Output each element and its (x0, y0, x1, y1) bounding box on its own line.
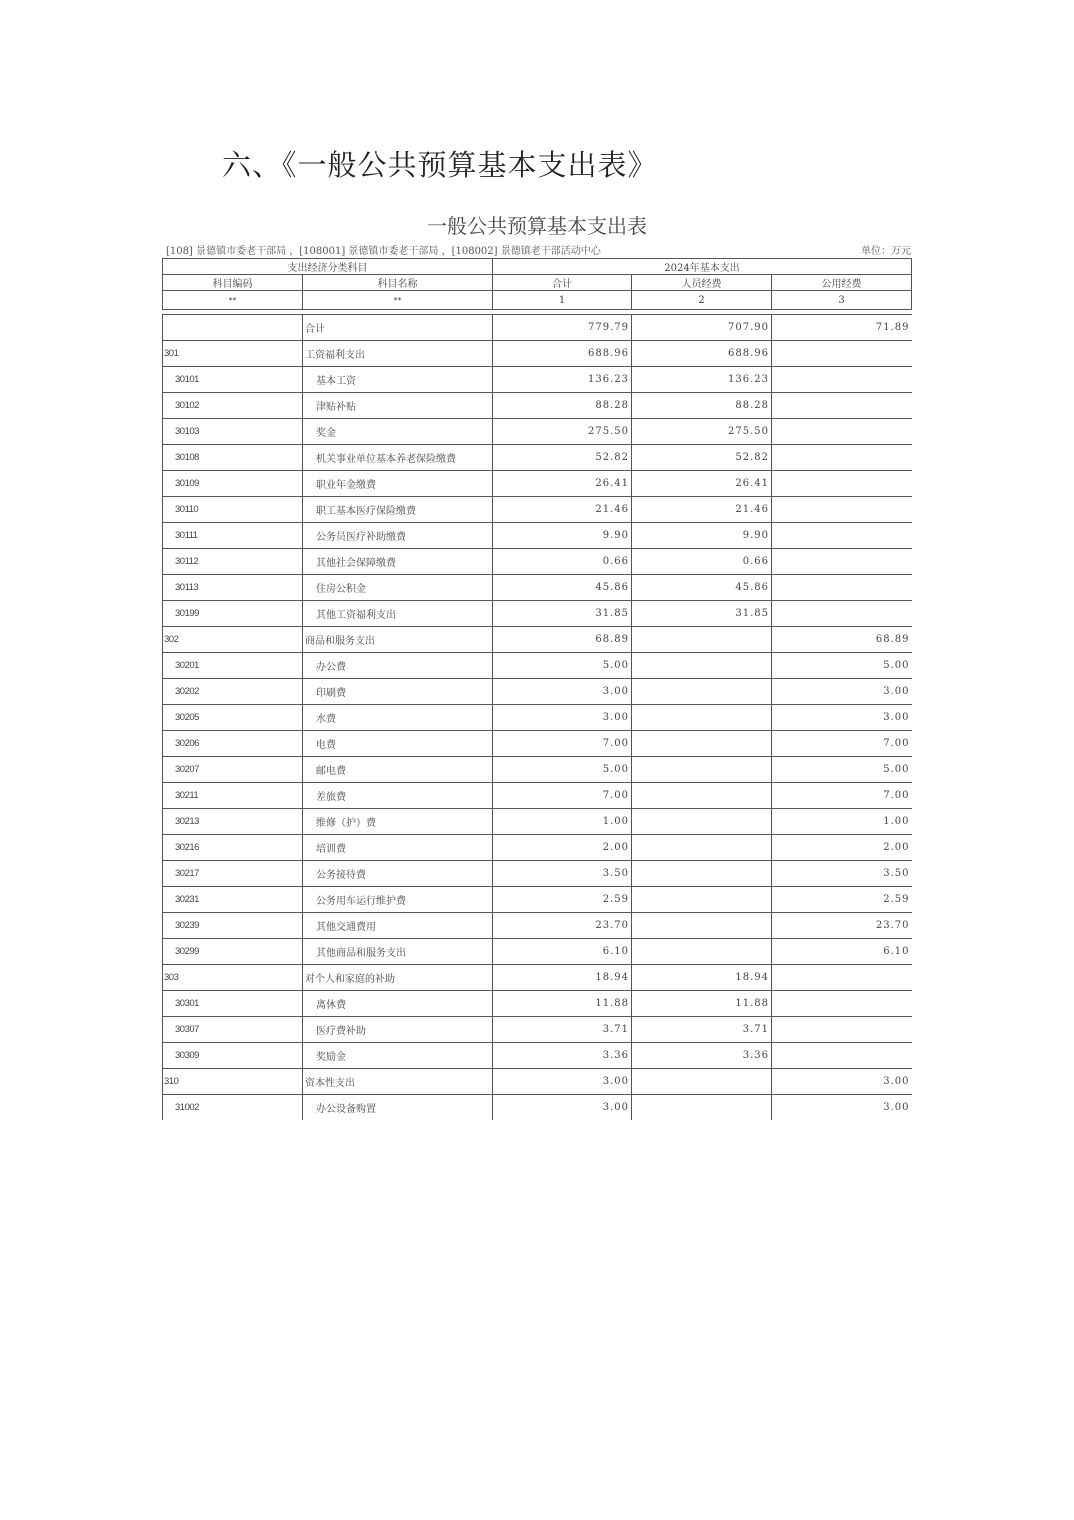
row-personnel-cell: 11.88 (632, 991, 772, 1017)
row-personnel-cell (632, 861, 772, 887)
table-row (163, 523, 912, 549)
row-name-cell: 对个人和家庭的补助 (303, 965, 493, 991)
row-public-cell (772, 341, 912, 367)
row-code-cell: 30231 (163, 887, 303, 913)
row-personnel-cell (632, 1095, 772, 1121)
row-code-cell: 30213 (163, 809, 303, 835)
row-total-cell: 88.28 (493, 393, 632, 419)
row-name-cell: 商品和服务支出 (303, 627, 493, 653)
row-total-cell: 5.00 (493, 757, 632, 783)
table-row (163, 1043, 912, 1069)
row-personnel-cell: 707.90 (632, 315, 772, 341)
row-code-cell: 30108 (163, 445, 303, 471)
row-name-cell: 其他交通费用 (303, 913, 493, 939)
row-personnel-cell: 52.82 (632, 445, 772, 471)
row-personnel-cell: 0.66 (632, 549, 772, 575)
row-public-cell: 2.59 (772, 887, 912, 913)
row-name-cell: 职工基本医疗保险缴费 (303, 497, 493, 523)
row-total-cell: 3.71 (493, 1017, 632, 1043)
table-row (163, 861, 912, 887)
row-public-cell: 3.00 (772, 705, 912, 731)
table-row (163, 627, 912, 653)
row-name-cell: 奖金 (303, 419, 493, 445)
row-code-cell: 30101 (163, 367, 303, 393)
column-marker-code: ** (163, 291, 303, 310)
unit-label: 单位：万元 (861, 246, 911, 257)
column-marker-personnel: 2 (632, 291, 772, 310)
row-personnel-cell: 26.41 (632, 471, 772, 497)
budget-table (162, 258, 912, 1120)
header-group-classification: 支出经济分类科目 (163, 259, 493, 275)
row-personnel-cell: 136.23 (632, 367, 772, 393)
row-total-cell: 275.50 (493, 419, 632, 445)
row-personnel-cell (632, 679, 772, 705)
row-personnel-cell (632, 1069, 772, 1095)
table-row (163, 575, 912, 601)
table-row (163, 601, 912, 627)
row-code-cell: 30205 (163, 705, 303, 731)
row-personnel-cell (632, 913, 772, 939)
row-total-cell: 3.00 (493, 679, 632, 705)
row-name-cell: 其他社会保障缴费 (303, 549, 493, 575)
row-public-cell: 1.00 (772, 809, 912, 835)
row-name-cell: 邮电费 (303, 757, 493, 783)
row-code-cell: 30202 (163, 679, 303, 705)
row-code-cell: 30309 (163, 1043, 303, 1069)
row-name-cell: 工资福利支出 (303, 341, 493, 367)
row-personnel-cell (632, 627, 772, 653)
column-marker-name: ** (303, 291, 493, 310)
column-header-code: 科目编码 (163, 275, 303, 291)
row-total-cell: 3.36 (493, 1043, 632, 1069)
row-total-cell: 7.00 (493, 783, 632, 809)
row-code-cell: 310 (163, 1069, 303, 1095)
row-total-cell: 11.88 (493, 991, 632, 1017)
row-total-cell: 0.66 (493, 549, 632, 575)
column-header-name: 科目名称 (303, 275, 493, 291)
table-row (163, 835, 912, 861)
row-total-cell: 3.50 (493, 861, 632, 887)
row-code-cell: 30201 (163, 653, 303, 679)
table-row (163, 965, 912, 991)
row-public-cell: 68.89 (772, 627, 912, 653)
row-name-cell: 其他商品和服务支出 (303, 939, 493, 965)
row-personnel-cell (632, 835, 772, 861)
row-personnel-cell: 31.85 (632, 601, 772, 627)
row-public-cell (772, 549, 912, 575)
row-total-cell: 136.23 (493, 367, 632, 393)
row-total-cell: 26.41 (493, 471, 632, 497)
row-code-cell: 30216 (163, 835, 303, 861)
row-total-cell: 31.85 (493, 601, 632, 627)
row-name-cell: 办公设备购置 (303, 1095, 493, 1121)
row-total-cell: 9.90 (493, 523, 632, 549)
table-row (163, 419, 912, 445)
table-row (163, 471, 912, 497)
table-row (163, 783, 912, 809)
row-name-cell: 公务接待费 (303, 861, 493, 887)
row-total-cell: 52.82 (493, 445, 632, 471)
header-group-basic-expenditure: 2024年基本支出 (493, 259, 912, 275)
row-public-cell (772, 1017, 912, 1043)
table-row (163, 341, 912, 367)
row-public-cell (772, 367, 912, 393)
table-row (163, 1069, 912, 1095)
row-total-cell: 2.59 (493, 887, 632, 913)
row-personnel-cell: 21.46 (632, 497, 772, 523)
row-public-cell (772, 445, 912, 471)
row-personnel-cell: 18.94 (632, 965, 772, 991)
row-name-cell: 奖励金 (303, 1043, 493, 1069)
row-code-cell: 30217 (163, 861, 303, 887)
row-name-cell: 其他工资福利支出 (303, 601, 493, 627)
row-public-cell (772, 1043, 912, 1069)
column-marker-public: 3 (772, 291, 912, 310)
row-name-cell: 资本性支出 (303, 1069, 493, 1095)
row-total-cell: 21.46 (493, 497, 632, 523)
row-code-cell: 30206 (163, 731, 303, 757)
row-name-cell: 离休费 (303, 991, 493, 1017)
row-personnel-cell (632, 887, 772, 913)
row-name-cell: 培训费 (303, 835, 493, 861)
row-code-cell: 30299 (163, 939, 303, 965)
row-public-cell (772, 497, 912, 523)
table-row (163, 679, 912, 705)
row-name-cell: 合计 (303, 315, 493, 341)
column-header-personnel: 人员经费 (632, 275, 772, 291)
section-heading: 六、《一般公共预算基本支出表》 (222, 148, 658, 182)
table-row (163, 367, 912, 393)
row-name-cell: 住房公积金 (303, 575, 493, 601)
row-code-cell (163, 315, 303, 341)
row-name-cell: 基本工资 (303, 367, 493, 393)
row-public-cell: 6.10 (772, 939, 912, 965)
table-row (163, 887, 912, 913)
department-list: [108] 景德镇市委老干部局 ，[108001] 景德镇市委老干部局 ，[108002] 景德镇老干部活动中心 (166, 246, 601, 257)
column-marker-total: 1 (493, 291, 632, 310)
table-row (163, 731, 912, 757)
row-public-cell: 71.89 (772, 315, 912, 341)
row-name-cell: 医疗费补助 (303, 1017, 493, 1043)
row-personnel-cell (632, 731, 772, 757)
row-personnel-cell (632, 809, 772, 835)
table-title: 一般公共预算基本支出表 (427, 214, 647, 238)
row-name-cell: 公务用车运行维护费 (303, 887, 493, 913)
row-code-cell: 30109 (163, 471, 303, 497)
column-header-total: 合计 (493, 275, 632, 291)
row-total-cell: 45.86 (493, 575, 632, 601)
row-total-cell: 3.00 (493, 705, 632, 731)
table-row (163, 549, 912, 575)
row-personnel-cell (632, 783, 772, 809)
row-public-cell (772, 523, 912, 549)
row-personnel-cell: 3.71 (632, 1017, 772, 1043)
row-personnel-cell: 275.50 (632, 419, 772, 445)
row-public-cell: 3.50 (772, 861, 912, 887)
row-name-cell: 差旅费 (303, 783, 493, 809)
row-code-cell: 301 (163, 341, 303, 367)
row-code-cell: 30211 (163, 783, 303, 809)
row-personnel-cell (632, 653, 772, 679)
table-row (163, 497, 912, 523)
row-total-cell: 3.00 (493, 1095, 632, 1121)
table-row (163, 1095, 912, 1121)
table-row (163, 1017, 912, 1043)
row-public-cell: 5.00 (772, 653, 912, 679)
table-row (163, 705, 912, 731)
row-code-cell: 30112 (163, 549, 303, 575)
row-total-cell: 7.00 (493, 731, 632, 757)
row-code-cell: 30199 (163, 601, 303, 627)
row-name-cell: 机关事业单位基本养老保险缴费 (303, 445, 493, 471)
row-public-cell: 3.00 (883, 1102, 910, 1113)
row-personnel-cell (632, 757, 772, 783)
table-row (163, 991, 912, 1017)
row-personnel-cell (632, 939, 772, 965)
row-public-cell: 23.70 (772, 913, 912, 939)
row-code-cell: 30113 (163, 575, 303, 601)
table-row (163, 393, 912, 419)
table-row (163, 809, 912, 835)
row-name-cell: 印刷费 (303, 679, 493, 705)
row-code-cell: 30207 (163, 757, 303, 783)
row-name-cell: 水费 (303, 705, 493, 731)
table-row (163, 939, 912, 965)
row-public-cell: 3.00 (772, 679, 912, 705)
row-public-cell (772, 393, 912, 419)
row-total-cell: 5.00 (493, 653, 632, 679)
row-public-cell: 5.00 (772, 757, 912, 783)
row-code-cell: 30110 (163, 497, 303, 523)
row-personnel-cell: 688.96 (632, 341, 772, 367)
row-name-cell: 办公费 (303, 653, 493, 679)
table-row (163, 913, 912, 939)
row-public-cell: 2.00 (772, 835, 912, 861)
row-public-cell (772, 471, 912, 497)
row-code-cell: 30301 (163, 991, 303, 1017)
row-total-cell: 23.70 (493, 913, 632, 939)
row-code-cell: 303 (163, 965, 303, 991)
table-row (163, 757, 912, 783)
row-public-cell: 7.00 (772, 783, 912, 809)
row-total-cell: 688.96 (493, 341, 632, 367)
row-total-cell: 18.94 (493, 965, 632, 991)
row-total-cell: 1.00 (493, 809, 632, 835)
table-row (163, 445, 912, 471)
table-row (163, 315, 912, 341)
row-personnel-cell: 3.36 (632, 1043, 772, 1069)
table-body (163, 315, 912, 1121)
row-personnel-cell: 45.86 (632, 575, 772, 601)
row-code-cell: 302 (163, 627, 303, 653)
row-code-cell: 31002 (163, 1095, 303, 1121)
row-total-cell: 2.00 (493, 835, 632, 861)
row-public-cell (772, 991, 912, 1017)
row-name-cell: 职业年金缴费 (303, 471, 493, 497)
row-public-cell (772, 575, 912, 601)
row-public-cell: 7.00 (772, 731, 912, 757)
row-total-cell: 779.79 (493, 315, 632, 341)
row-code-cell: 30307 (163, 1017, 303, 1043)
row-public-cell (772, 601, 912, 627)
row-code-cell: 30111 (163, 523, 303, 549)
row-code-cell: 30102 (163, 393, 303, 419)
row-code-cell: 30103 (163, 419, 303, 445)
row-public-cell (772, 965, 912, 991)
row-name-cell: 公务员医疗补助缴费 (303, 523, 493, 549)
row-public-cell: 3.00 (772, 1069, 912, 1095)
column-header-public: 公用经费 (772, 275, 912, 291)
row-total-cell: 3.00 (493, 1069, 632, 1095)
row-total-cell: 68.89 (493, 627, 632, 653)
table-row (163, 653, 912, 679)
row-name-cell: 津贴补贴 (303, 393, 493, 419)
row-total-cell: 6.10 (493, 939, 632, 965)
row-public-cell (772, 419, 912, 445)
row-personnel-cell (632, 705, 772, 731)
row-code-cell: 30239 (163, 913, 303, 939)
row-personnel-cell: 9.90 (632, 523, 772, 549)
row-personnel-cell: 88.28 (632, 393, 772, 419)
row-name-cell: 维修（护）费 (303, 809, 493, 835)
row-name-cell: 电费 (303, 731, 493, 757)
